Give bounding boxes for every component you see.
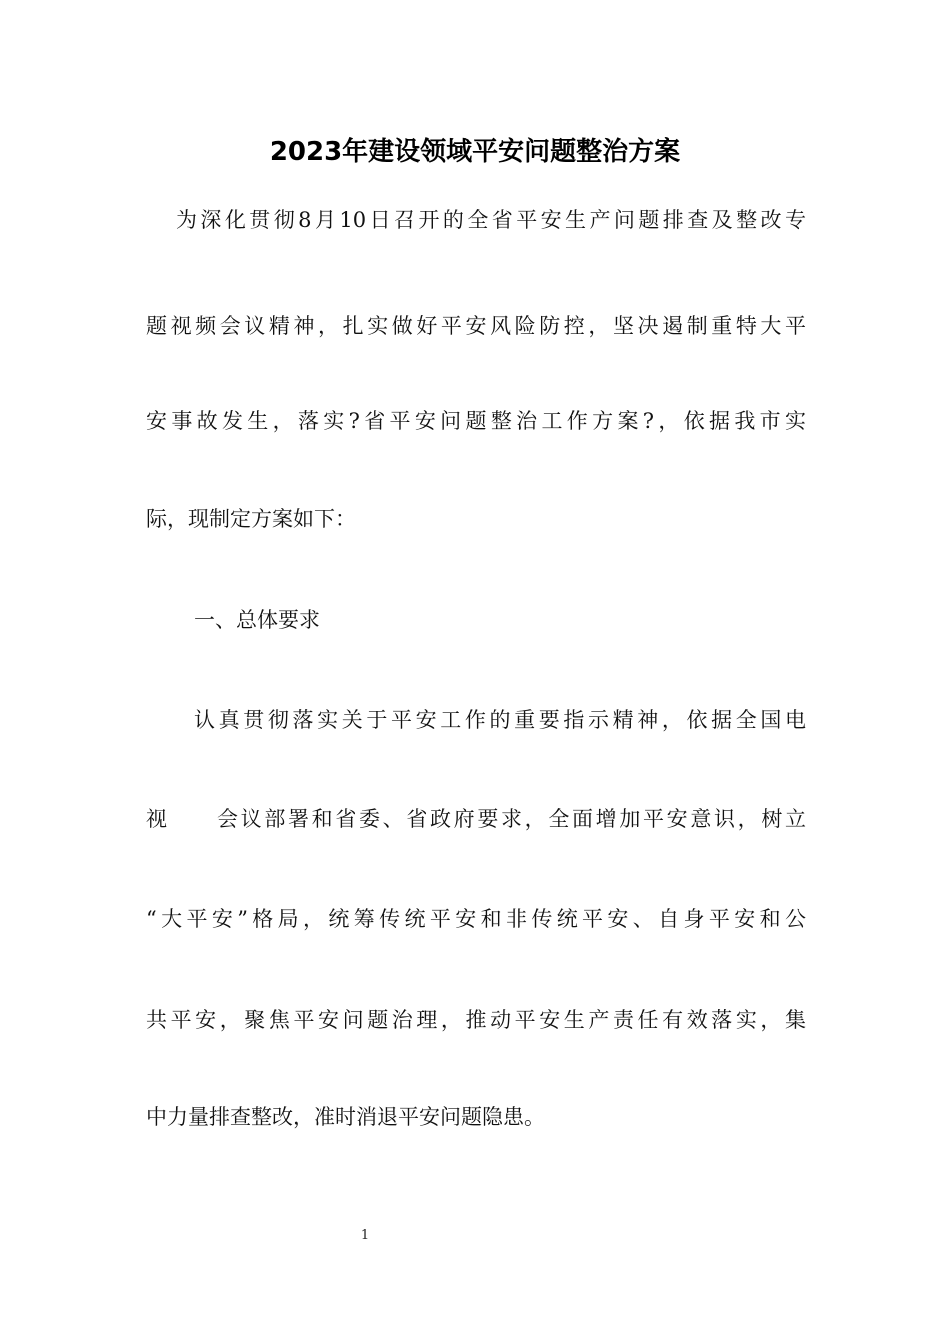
- paragraph-line-8: 共平安，聚焦平安问题治理，推动平安生产责任有效落实，集: [146, 1008, 806, 1032]
- document-title: 2023年建设领域平安问题整治方案: [269, 137, 681, 167]
- paragraph-line-1: 为深化贯彻8月10日召开的全省平安生产问题排查及整改专: [176, 208, 806, 232]
- paragraph-line-7: “大平安”格局，统筹传统平安和非传统平安、自身平安和公: [146, 907, 806, 931]
- section-heading: 一、总体要求: [194, 608, 320, 632]
- paragraph-line-4: 际，现制定方案如下：: [146, 507, 356, 531]
- paragraph-line-3: 安事故发生，落实?省平安问题整治工作方案?，依据我市实: [146, 409, 806, 433]
- paragraph-line-5: 认真贯彻落实关于平安工作的重要指示精神，依据全国电: [194, 708, 806, 732]
- paragraph-line-2: 题视频会议精神，扎实做好平安风险防控，坚决遏制重特大平: [146, 314, 806, 338]
- page-number: 1: [360, 1228, 370, 1243]
- paragraph-line-9: 中力量排查整改，准时消退平安问题隐患。: [146, 1105, 545, 1129]
- paragraph-line-6: 视 会议部署和省委、省政府要求，全面增加平安意识，树立: [146, 807, 806, 831]
